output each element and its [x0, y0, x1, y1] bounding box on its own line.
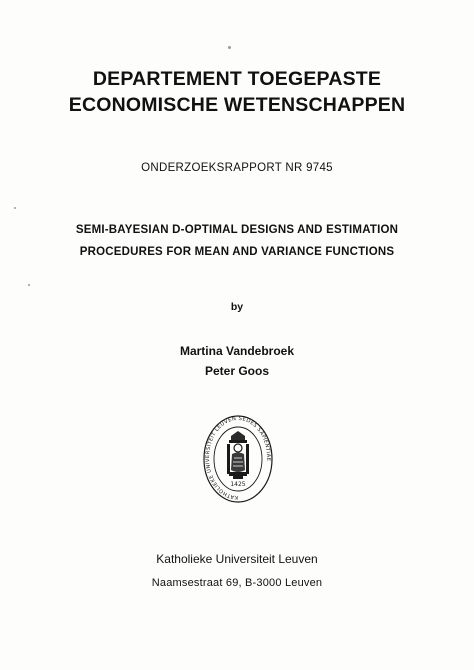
university-address: Naamsestraat 69, B-3000 Leuven	[151, 577, 323, 589]
author-name: Martina Vandebroek	[179, 344, 295, 358]
svg-text:KATHOLIEKE UNIVERSITEIT LEUVEN: KATHOLIEKE UNIVERSITEIT LEUVEN SEDES SAPIENTIAE	[205, 415, 272, 501]
university-seal-icon	[203, 414, 273, 504]
university-name: Katholieke Universiteit Leuven	[156, 552, 318, 566]
by-label: by	[230, 301, 244, 313]
report-number: ONDERZOEKSRAPPORT NR 9745	[141, 162, 333, 174]
department-title-line-1: DEPARTEMENT TOEGEPASTE	[92, 68, 382, 90]
scan-speck	[28, 284, 30, 286]
paper-title-line-2: PROCEDURES FOR MEAN AND VARIANCE FUNCTIONS	[79, 246, 395, 258]
department-title-line-2: ECONOMISCHE WETENSCHAPPEN	[68, 94, 406, 116]
scan-speck	[14, 207, 16, 209]
svg-text:1425: 1425	[230, 481, 246, 488]
author-name: Peter Goos	[204, 364, 270, 378]
paper-title-line-1: SEMI-BAYESIAN D-OPTIMAL DESIGNS AND ESTIMATION	[75, 224, 399, 236]
scan-speck	[228, 46, 231, 49]
